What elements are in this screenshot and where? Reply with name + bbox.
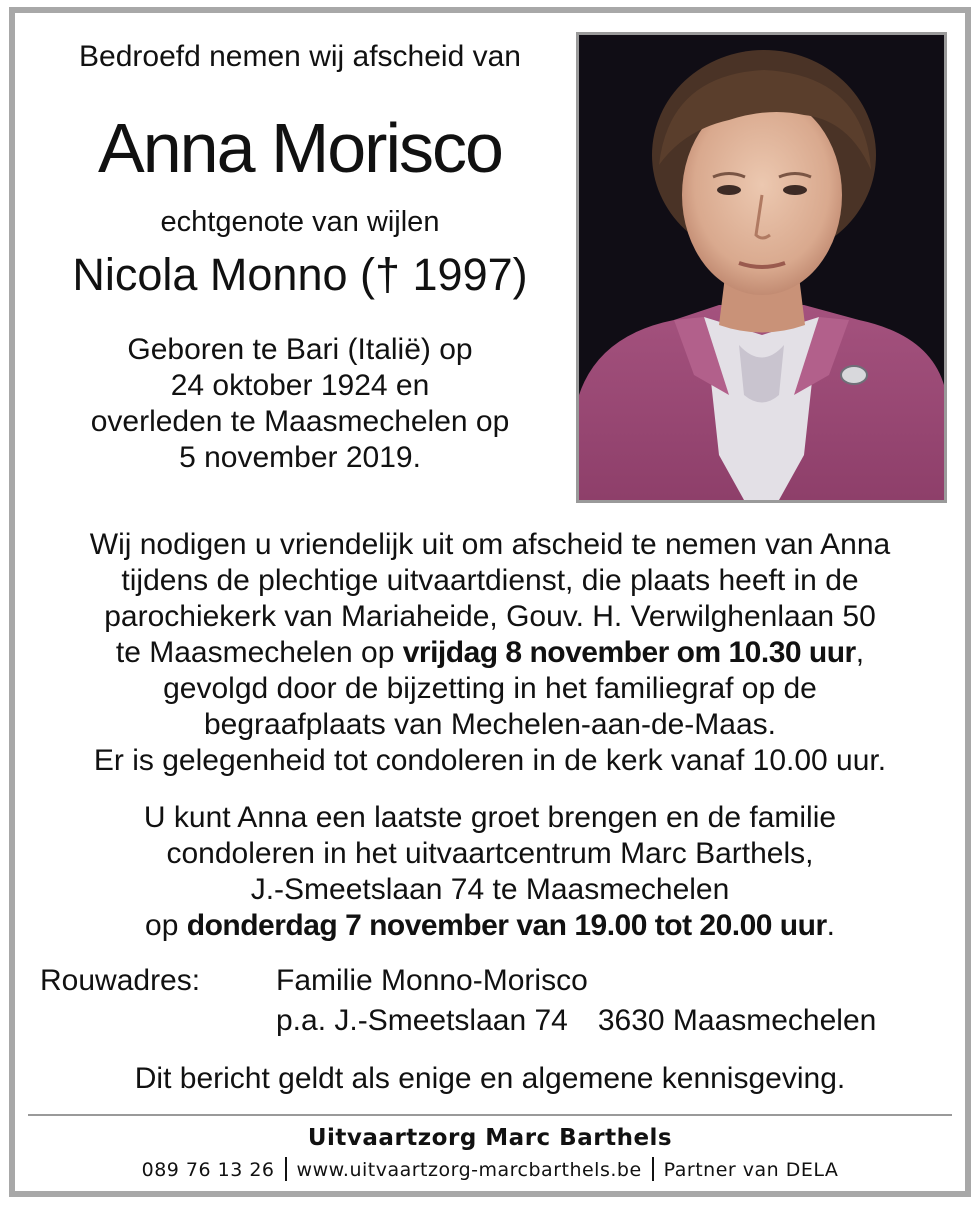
service-line: begraafplaats van Mechelen-aan-de-Maas.	[203, 708, 776, 741]
separator	[652, 1157, 654, 1181]
spouse-label: echtgenote van wijlen	[160, 206, 440, 238]
visit-datetime: donderdag 7 november van 19.00 tot 20.00 uur	[186, 909, 827, 942]
website-link[interactable]: www.uitvaartzorg-marcbarthels.be	[296, 1159, 642, 1181]
death-date: 5 november 2019.	[179, 441, 421, 474]
visit-line: J.-Smeetslaan 74 te Maasmechelen	[250, 873, 730, 906]
address-street: p.a. J.-Smeetslaan 74	[276, 1004, 568, 1037]
footer-contact	[30, 1156, 950, 1184]
birth-line: Geboren te Bari (Italië) op	[127, 333, 473, 366]
spouse-name: Nicola Monno († 1997)	[72, 249, 528, 300]
service-punct: ,	[855, 636, 865, 669]
deceased-name: Anna Morisco	[98, 109, 502, 187]
separator	[285, 1157, 287, 1181]
address-label: Rouwadres:	[40, 964, 201, 997]
visit-text: op	[145, 909, 187, 942]
service-line: parochiekerk van Mariaheide, Gouv. H. Verwilghenlaan 50	[104, 600, 876, 633]
birth-death-info	[40, 332, 560, 476]
service-line	[30, 635, 950, 671]
intro-text: Bedroefd nemen wij afscheid van	[79, 40, 521, 73]
portrait-photo	[576, 32, 947, 503]
phone-number: 089 76 13 26	[141, 1159, 275, 1181]
visit-line: condoleren in het uitvaartcentrum Marc Barthels,	[166, 837, 814, 870]
service-line: gevolgd door de bijzetting in het familiegraf op de	[163, 672, 817, 705]
service-line: tijdens de plechtige uitvaartdienst, die plaats heeft in de	[121, 564, 859, 597]
service-text: te Maasmechelen op	[115, 636, 403, 669]
notice-text: Dit bericht geldt als enige en algemene kennisgeving.	[134, 1062, 846, 1095]
partner-text: Partner van DELA	[663, 1159, 839, 1181]
birth-date: 24 oktober 1924 en	[170, 369, 430, 402]
service-datetime: vrijdag 8 november om 10.30 uur	[402, 636, 856, 669]
service-line: Er is gelegenheid tot condoleren in de kerk vanaf 10.00 uur.	[93, 744, 887, 777]
service-paragraph	[30, 527, 950, 779]
visit-punct: .	[826, 909, 835, 942]
funeral-home-name: Uitvaartzorg Marc Barthels	[307, 1125, 673, 1151]
visit-line	[30, 908, 950, 944]
address-family: Familie Monno-Morisco	[276, 964, 588, 997]
death-line: overleden te Maasmechelen op	[90, 405, 510, 438]
visit-line: U kunt Anna een laatste groet brengen en de familie	[143, 801, 837, 834]
address-city: 3630 Maasmechelen	[597, 1004, 877, 1037]
portrait-illustration	[579, 35, 944, 500]
footer-divider	[28, 1114, 952, 1116]
service-line: Wij nodigen u vriendelijk uit om afscheid te nemen van Anna	[89, 528, 891, 561]
visit-paragraph	[30, 800, 950, 944]
address-street-line	[276, 1002, 876, 1040]
